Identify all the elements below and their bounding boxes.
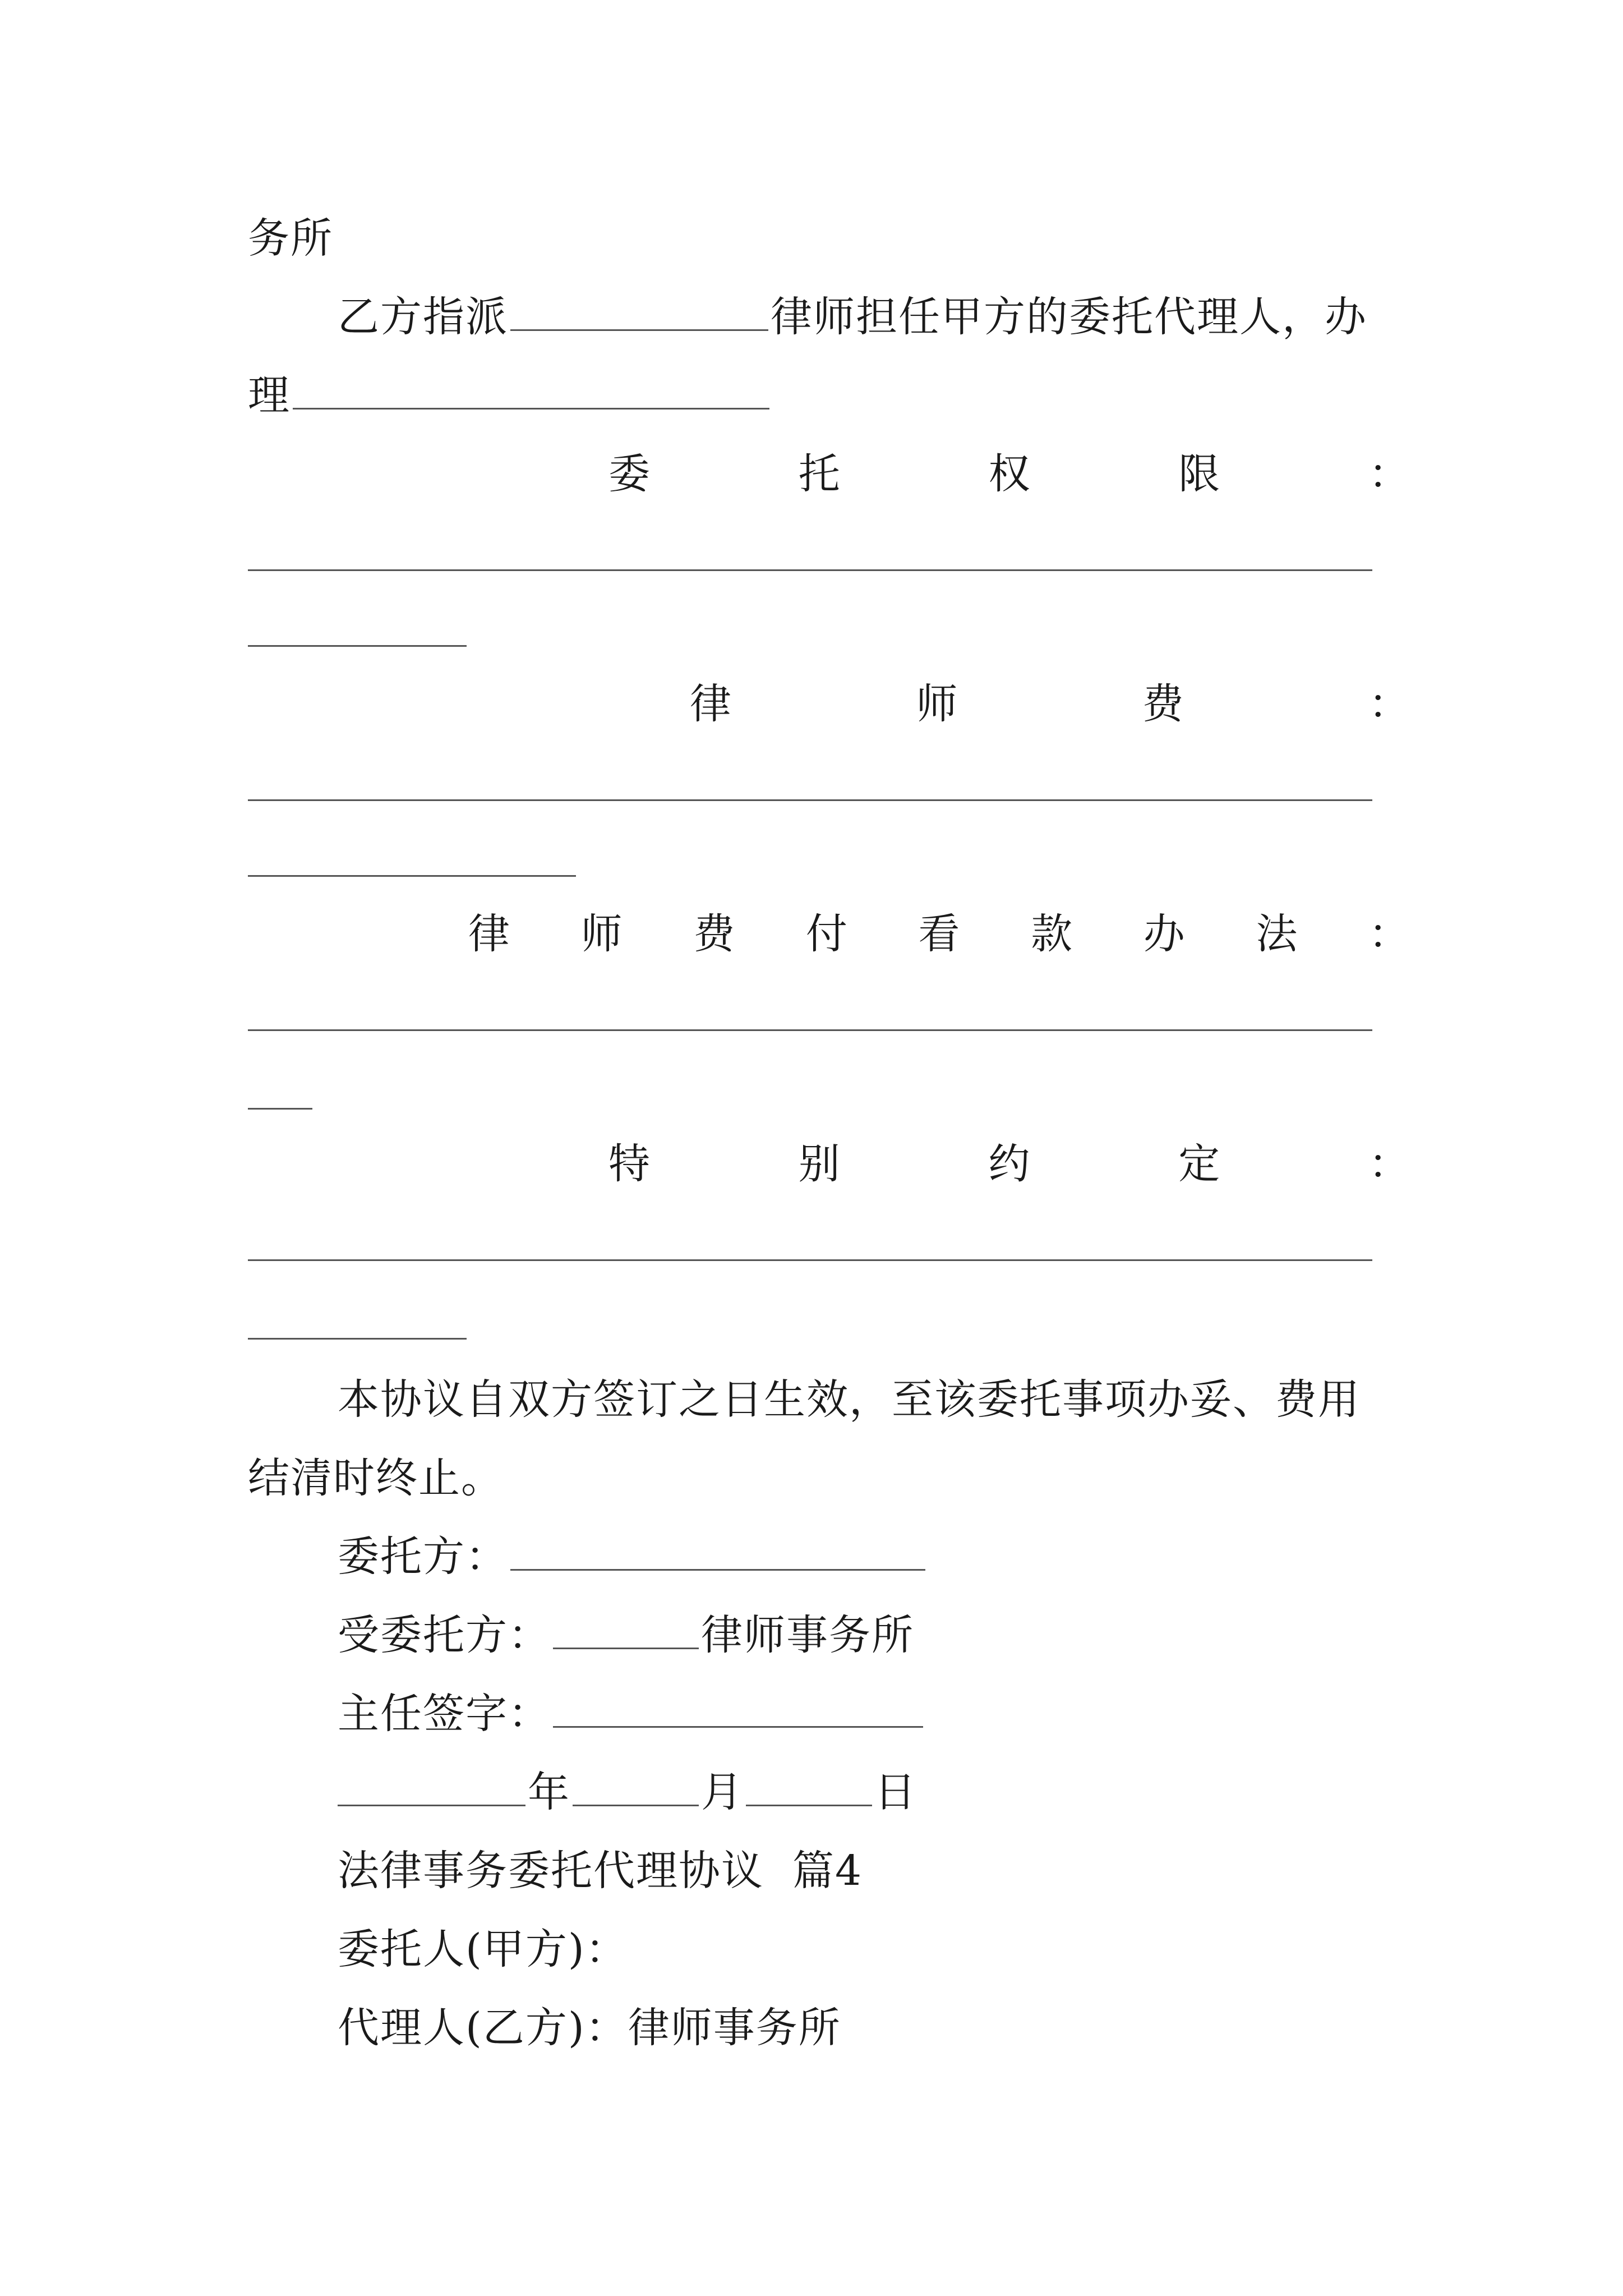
authority-blank-line[interactable] xyxy=(248,569,1372,571)
assign-text-b: 律师担任甲方的委托代理人，办 xyxy=(771,293,1367,341)
assign-text-a: 乙方指派 xyxy=(338,293,508,341)
heading-char: 别 xyxy=(798,1140,840,1188)
heading-char: 法 xyxy=(1256,910,1298,958)
matter-blank[interactable] xyxy=(293,372,769,409)
agent-signature xyxy=(338,1607,1476,1663)
agent-firm-label: 律师事务所 xyxy=(701,1611,914,1659)
date-line xyxy=(338,1764,1476,1820)
heading-payment xyxy=(468,906,1410,962)
heading-char: 看 xyxy=(918,910,960,958)
heading-char: 特 xyxy=(608,1140,650,1188)
heading-char: 师 xyxy=(916,680,958,728)
heading-char: ： xyxy=(1368,910,1410,958)
client-signature xyxy=(338,1529,1476,1585)
heading-char: 约 xyxy=(988,1140,1030,1188)
heading-char: 委 xyxy=(608,450,650,498)
heading-char: 权 xyxy=(988,450,1030,498)
fee-blank-line-short[interactable] xyxy=(248,875,576,877)
heading-char: 限 xyxy=(1178,450,1220,498)
payment-blank-line[interactable] xyxy=(248,1029,1372,1031)
year-label: 年 xyxy=(528,1768,570,1816)
director-label: 主任签字： xyxy=(338,1690,551,1738)
heading-char: 费 xyxy=(1142,680,1184,728)
heading-char: 办 xyxy=(1143,910,1185,958)
month-label: 月 xyxy=(701,1768,744,1816)
assign-paragraph xyxy=(338,289,1476,345)
lawyer-name-blank[interactable] xyxy=(510,293,768,331)
heading-char: ： xyxy=(1368,450,1410,498)
heading-fee xyxy=(690,676,1410,732)
heading-char: 律 xyxy=(468,910,510,958)
agent-blank[interactable] xyxy=(553,1612,699,1649)
heading-char: ： xyxy=(1368,680,1410,728)
fee-blank-line[interactable] xyxy=(248,799,1372,801)
director-signature xyxy=(338,1686,1476,1742)
special-blank-line[interactable] xyxy=(248,1259,1372,1261)
effect-paragraph-cont: 结清时终止。 xyxy=(248,1454,504,1502)
heading-authority xyxy=(608,446,1410,502)
heading-char: 费 xyxy=(693,910,735,958)
heading-char: 付 xyxy=(805,910,847,958)
party-a-line: 委托人(甲方)： xyxy=(338,1925,628,1973)
heading-char: 款 xyxy=(1031,910,1073,958)
heading-special xyxy=(608,1136,1410,1192)
month-blank[interactable] xyxy=(573,1769,699,1806)
heading-char: ： xyxy=(1368,1140,1410,1188)
assign-paragraph-cont xyxy=(248,367,1386,424)
agent-label: 受委托方： xyxy=(338,1611,551,1659)
year-blank[interactable] xyxy=(338,1769,525,1806)
client-blank[interactable] xyxy=(510,1533,925,1571)
client-label: 委托方： xyxy=(338,1533,508,1581)
payment-blank-line-short[interactable] xyxy=(248,1108,312,1110)
day-blank[interactable] xyxy=(746,1769,872,1806)
authority-blank-line-short[interactable] xyxy=(248,645,467,647)
party-b-line: 代理人(乙方)：律师事务所 xyxy=(338,2004,841,2052)
heading-char: 定 xyxy=(1178,1140,1220,1188)
next-agreement-title: 法律事务委托代理协议 篇4 xyxy=(338,1847,863,1895)
director-blank[interactable] xyxy=(553,1690,923,1728)
assign-text-c: 理 xyxy=(248,371,291,420)
effect-paragraph: 本协议自双方签订之日生效，至该委托事项办妥、费用 xyxy=(338,1375,1361,1424)
day-label: 日 xyxy=(874,1768,917,1816)
heading-char: 托 xyxy=(798,450,840,498)
text-line: 务所 xyxy=(248,214,333,263)
heading-char: 师 xyxy=(580,910,623,958)
special-blank-line-short[interactable] xyxy=(248,1338,467,1340)
heading-char: 律 xyxy=(690,680,731,728)
